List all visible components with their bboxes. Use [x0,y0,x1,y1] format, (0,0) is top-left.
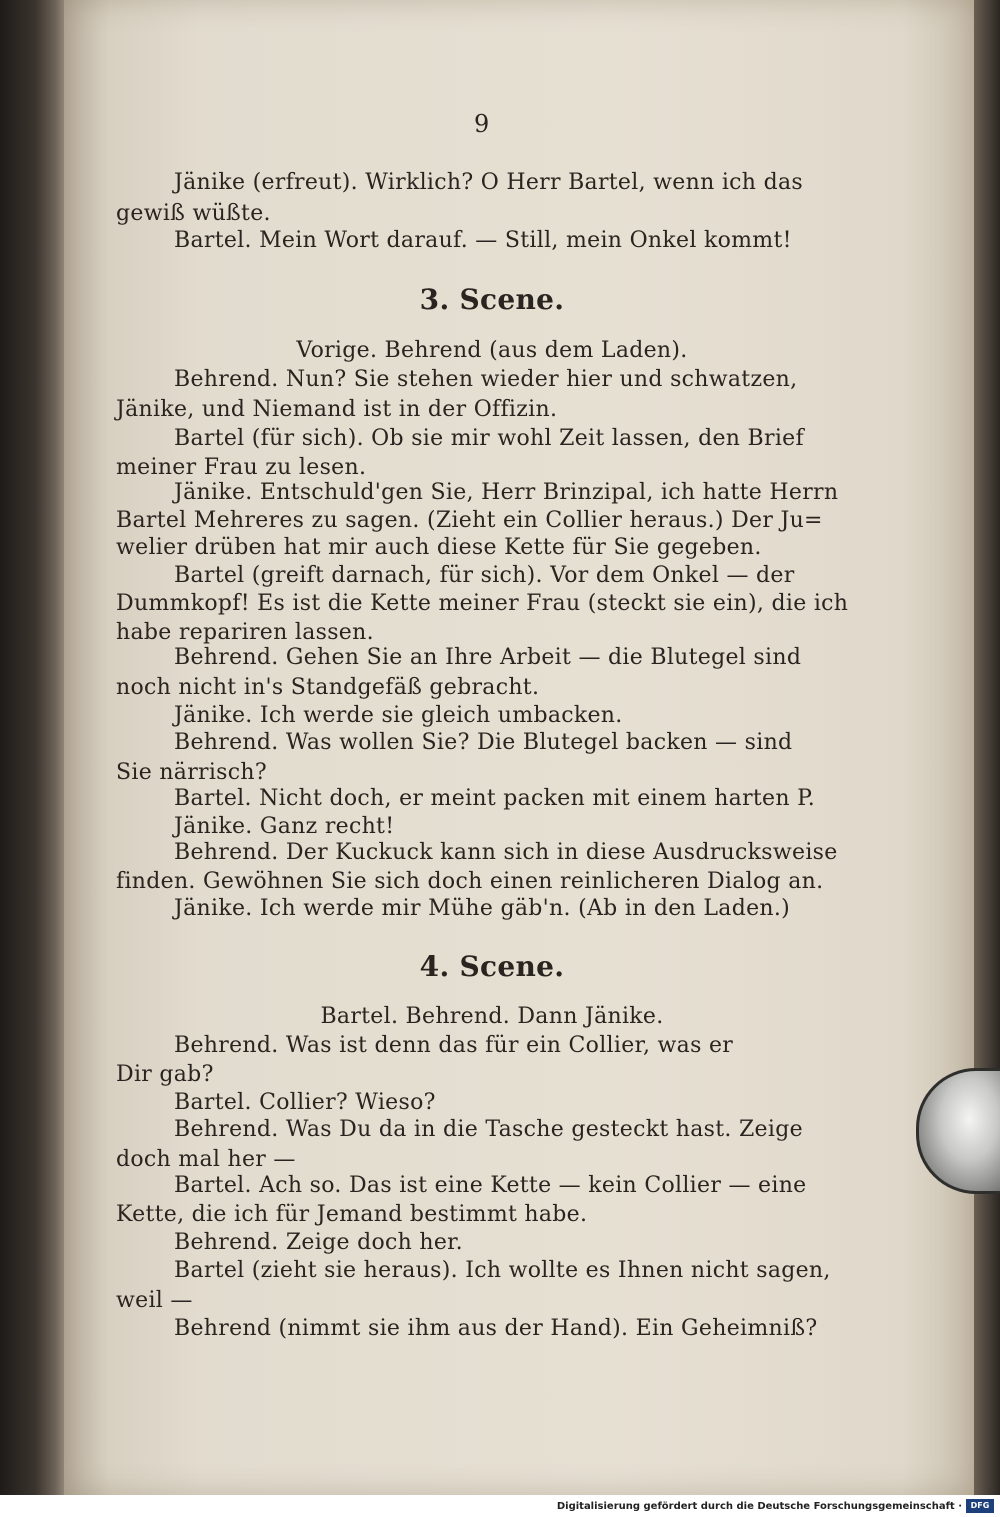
text-line: Jänike (erfreut). Wirklich? O Herr Bartel, wenn ich das [174,170,803,195]
text-line: Bartel (greift darnach, für sich). Vor dem Onkel — der [174,563,795,588]
text-line: Jänike. Ich werde sie gleich umbacken. [174,703,623,728]
text-line: Behrend. Zeige doch her. [174,1230,463,1255]
page-number: 9 [474,110,490,138]
text-line: welier drüben hat mir auch diese Kette für Sie gegeben. [116,535,762,560]
text-line: Jänike. Ganz recht! [174,814,395,839]
scene-heading: 3. Scene. [419,283,565,316]
text-line: Bartel (zieht sie heraus). Ich wollte es Ihnen nicht sagen, [174,1258,831,1283]
text-line: Behrend. Was Du da in die Tasche gesteckt hast. Zeige [174,1117,803,1142]
text-line: weil — [116,1288,193,1313]
text-line: Bartel. Collier? Wieso? [174,1090,436,1115]
text-line: Bartel (für sich). Ob sie mir wohl Zeit lassen, den Brief [174,426,804,451]
text-line: finden. Gewöhnen Sie sich doch einen reinlicheren Dialog an. [116,869,824,894]
digitization-credit: Digitalisierung gefördert durch die Deutsche Forschungsgemeinschaft · [0,1495,1000,1517]
text-line: Vorige. Behrend (aus dem Laden). [296,338,688,363]
text-line: Bartel. Mein Wort darauf. — Still, mein Onkel kommt! [174,228,792,253]
text-line: Behrend. Der Kuckuck kann sich in diese Ausdrucksweise [174,840,838,865]
text-line: Behrend. Was ist denn das für ein Collier, was er [174,1033,734,1058]
text-line: Bartel. Nicht doch, er meint packen mit einem harten P. [174,786,816,811]
text-line: Sie närrisch? [116,760,267,785]
text-line: noch nicht in's Standgefäß gebracht. [116,675,540,700]
text-line: Jänike, und Niemand ist in der Offizin. [116,397,558,422]
page-edge [974,0,1000,1495]
text-line: Bartel. Ach so. Das ist eine Kette — kein Collier — eine [174,1173,807,1198]
text-line: Bartel Mehreres zu sagen. (Zieht ein Collier heraus.) Der Ju= [116,508,823,533]
text-line: habe repariren lassen. [116,620,374,645]
dfg-logo: DFG [966,1499,994,1513]
text-line: Dir gab? [116,1062,214,1087]
text-line: gewiß wüßte. [116,201,271,226]
text-line: doch mal her — [116,1147,296,1172]
book-spine [0,0,64,1495]
text-line: Dummkopf! Es ist die Kette meiner Frau (steckt sie ein), die ich [116,591,849,616]
text-line: Jänike. Entschuld'gen Sie, Herr Brinzipal, ich hatte Herrn [174,480,839,505]
text-line: Bartel. Behrend. Dann Jänike. [320,1004,664,1029]
text-line: Kette, die ich für Jemand bestimmt habe. [116,1202,588,1227]
scene-heading: 4. Scene. [419,950,565,983]
text-line: meiner Frau zu lesen. [116,455,367,480]
text-line: Jänike. Ich werde mir Mühe gäb'n. (Ab in den Laden.) [174,896,791,921]
text-line: Behrend. Gehen Sie an Ihre Arbeit — die Blutegel sind [174,645,802,670]
text-line: Behrend (nimmt sie ihm aus der Hand). Ein Geheimniß? [174,1316,818,1341]
text-line: Behrend. Nun? Sie stehen wieder hier und schwatzen, [174,367,798,392]
text-line: Behrend. Was wollen Sie? Die Blutegel backen — sind [174,730,793,755]
